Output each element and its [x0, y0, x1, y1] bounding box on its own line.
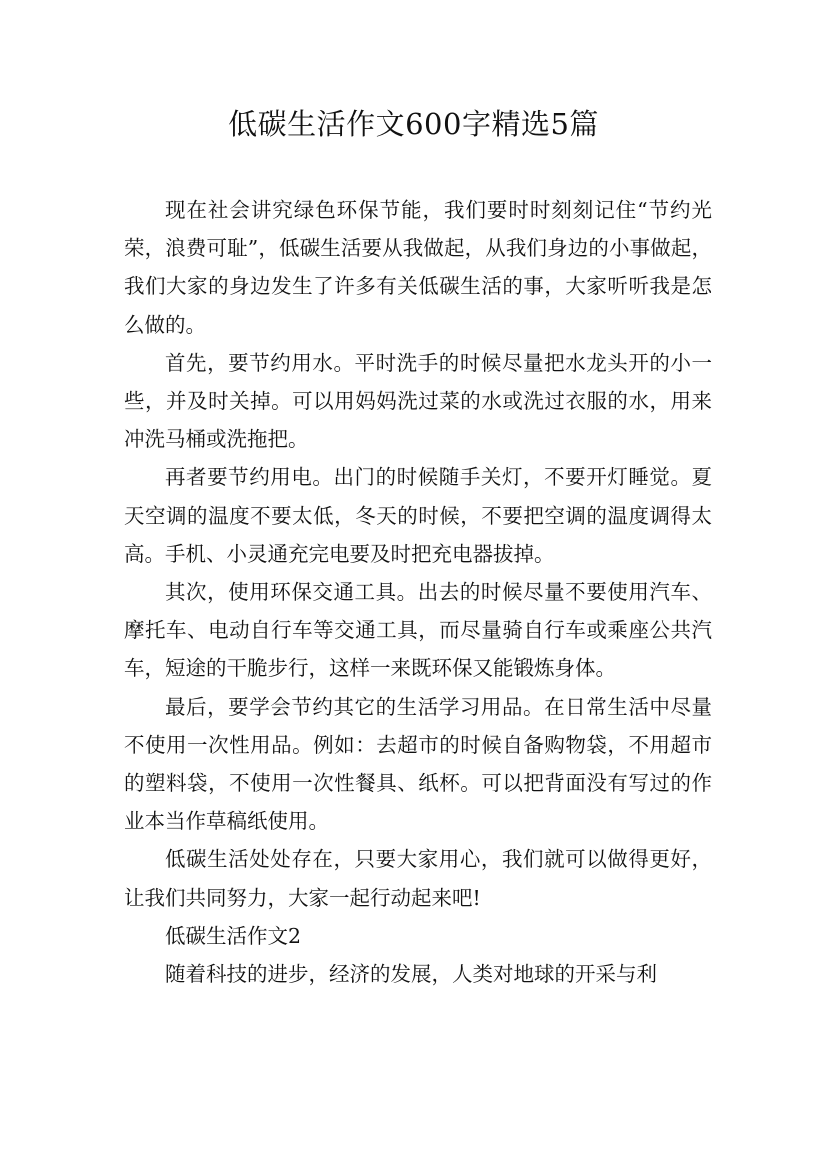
paragraph-save-water: 首先，要节约用水。平时洗手的时候尽量把水龙头开的小一些，并及时关掉。可以用妈妈洗过菜的水或洗过衣服的水，用来冲洗马桶或洗拖把。: [124, 350, 712, 452]
paragraph-conclusion: 低碳生活处处存在，只要大家用心，我们就可以做得更好，让我们共同努力，大家一起行动起来吧!: [124, 847, 712, 910]
document-title: 低碳生活作文600字精选5篇: [228, 107, 599, 141]
document-body: [124, 191, 712, 993]
paragraph-essay-2-start: 随着科技的进步，经济的发展，人类对地球的开采与利: [165, 962, 657, 987]
paragraph-save-electricity: 再者要节约用电。出门的时候随手关灯，不要开灯睡觉。夏天空调的温度不要太低，冬天的时候，不要把空调的温度调得太高。手机、小灵通充完电要及时把充电器拔掉。: [124, 465, 712, 566]
essay-2-heading: 低碳生活作文2: [165, 923, 302, 948]
paragraph-intro: 现在社会讲究绿色环保节能，我们要时时刻刻记住“节约光荣，浪费可耻”，低碳生活要从我做起，从我们身边的小事做起，我们大家的身边发生了许多有关低碳生活的事，大家听听我是怎么做的。: [124, 198, 712, 337]
paragraph-save-supplies: 最后，要学会节约其它的生活学习用品。在日常生活中尽量不使用一次性用品。例如：去超市的时候自备购物袋，不用超市的塑料袋，不使用一次性餐具、纸杯。可以把背面没有写过的作业本当作草稿纸使用。: [124, 694, 712, 834]
paragraph-green-transport: 其次，使用环保交通工具。出去的时候尽量不要使用汽车、摩托车、电动自行车等交通工具，而尽量骑自行车或乘座公共汽车，短途的干脆步行，这样一来既环保又能锻炼身体。: [124, 580, 712, 681]
